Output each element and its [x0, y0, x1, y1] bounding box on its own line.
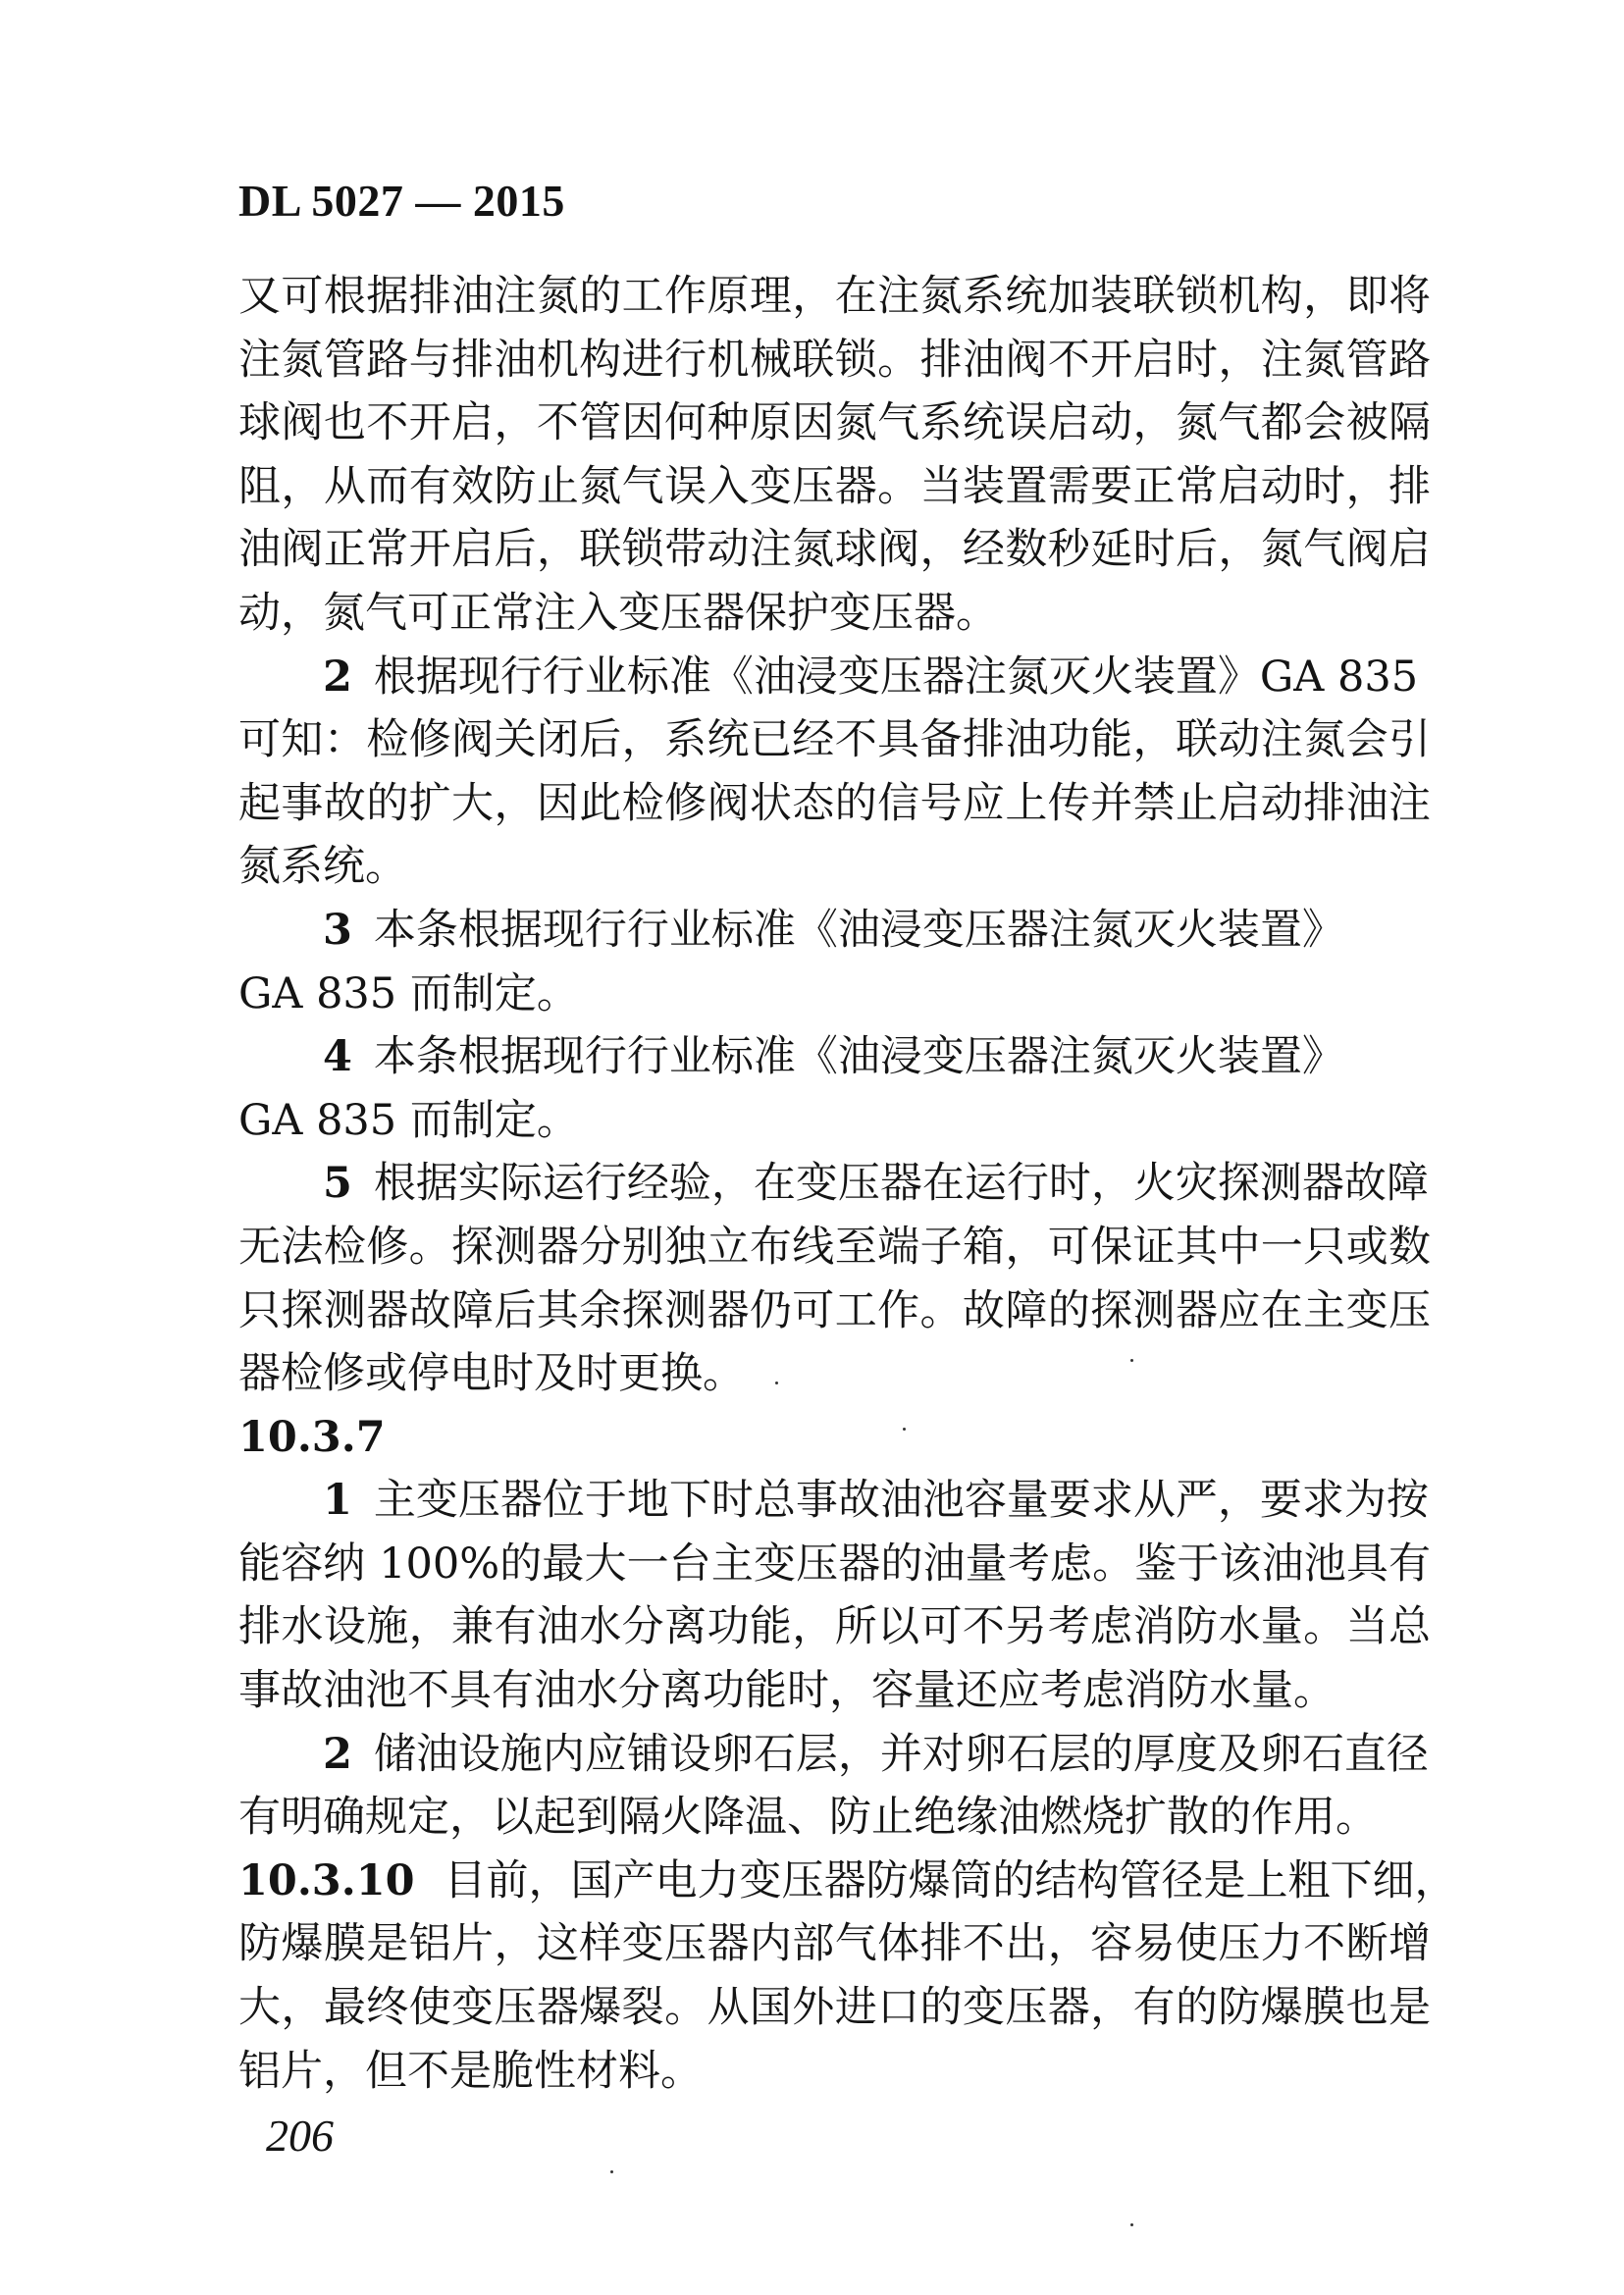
- text-line: 有明确规定，以起到隔火降温、防止绝缘油燃烧扩散的作用。: [238, 1793, 1378, 1843]
- clause-line: [238, 1850, 1457, 1913]
- text-line: 注氮管路与排油机构进行机械联锁。排油阀不开启时，注氮管路: [238, 335, 1431, 385]
- item-line: [238, 646, 1431, 709]
- text-line: 阻，从而有效防止氮气误入变压器。当装置需要正常启动时，排: [238, 461, 1431, 511]
- text-line: 起事故的扩大，因此检修阀状态的信号应上传并禁止启动排油注: [238, 778, 1431, 828]
- text-line: 无法检修。探测器分别独立布线至端子箱，可保证其中一只或数: [238, 1222, 1431, 1272]
- item-line: [238, 899, 1431, 963]
- text-line: 油阀正常开启后，联锁带动注氮球阀，经数秒延时后，氮气阀启: [238, 525, 1431, 575]
- clause-number: 10.3.10: [238, 1855, 415, 1905]
- item-number: 3: [323, 905, 352, 955]
- document-body: [238, 265, 1457, 2103]
- item-text: 本条根据现行行业标准《油浸变压器注氮灭火装置》: [373, 905, 1344, 955]
- scan-speck: [1130, 1359, 1133, 1362]
- text-line: 又可根据排油注氮的工作原理，在注氮系统加装联锁机构，即将: [238, 272, 1431, 321]
- item-line: [238, 1152, 1431, 1216]
- text-line: 只探测器故障后其余探测器仍可工作。故障的探测器应在主变压: [238, 1285, 1431, 1335]
- item-line: [238, 1025, 1431, 1089]
- scan-speck: [775, 1382, 778, 1384]
- text-line: GA 835 而制定。: [238, 1095, 579, 1145]
- item-text: 储油设施内应铺设卵石层，并对卵石层的厚度及卵石直径: [373, 1729, 1429, 1779]
- item-text: 根据实际运行经验，在变压器在运行时，火灾探测器故障: [373, 1159, 1429, 1209]
- text-line: 防爆膜是铝片，这样变压器内部气体排不出，容易使压力不断增: [238, 1919, 1431, 1969]
- item-number: 2: [323, 652, 352, 702]
- text-line: 排水设施，兼有油水分离功能，所以可不另考虑消防水量。当总: [238, 1602, 1431, 1652]
- item-number: 1: [323, 1476, 352, 1526]
- item-line: [238, 1723, 1431, 1787]
- scan-speck: [1130, 2223, 1133, 2226]
- clause-text: 目前，国产电力变压器防爆筒的结构管径是上粗下细，: [444, 1855, 1457, 1905]
- scan-speck: [610, 2170, 613, 2173]
- standard-code-header: DL 5027 — 2015: [238, 176, 565, 226]
- text-line: 事故油池不具有油水分离功能时，容量还应考虑消防水量。: [238, 1666, 1336, 1716]
- item-line: [238, 1469, 1431, 1533]
- text-line: 能容纳 100%的最大一台主变压器的油量考虑。鉴于该油池具有: [238, 1539, 1431, 1589]
- text-line: 器检修或停电时及时更换。: [238, 1349, 745, 1399]
- clause-heading: 10.3.7: [238, 1412, 386, 1462]
- text-line: 动，氮气可正常注入变压器保护变压器。: [238, 588, 998, 638]
- scan-speck: [903, 1428, 906, 1431]
- text-line: 可知：检修阀关闭后，系统已经不具备排油功能，联动注氮会引: [238, 715, 1431, 765]
- item-text: 根据现行行业标准《油浸变压器注氮灭火装置》GA 835: [373, 652, 1419, 702]
- text-line: GA 835 而制定。: [238, 968, 579, 1018]
- item-number: 4: [323, 1032, 352, 1082]
- page-number: 206: [266, 2111, 334, 2161]
- item-text: 本条根据现行行业标准《油浸变压器注氮灭火装置》: [373, 1032, 1344, 1082]
- item-number: 5: [323, 1159, 352, 1209]
- text-line: 铝片，但不是脆性材料。: [238, 2046, 703, 2096]
- item-number: 2: [323, 1729, 352, 1779]
- text-line: 球阀也不开启，不管因何种原因氮气系统误启动，氮气都会被隔: [238, 398, 1431, 448]
- item-text: 主变压器位于地下时总事故油池容量要求从严，要求为按: [373, 1476, 1429, 1526]
- text-line: 大，最终使变压器爆裂。从国外进口的变压器，有的防爆膜也是: [238, 1983, 1431, 2033]
- text-line: 氮系统。: [238, 842, 407, 892]
